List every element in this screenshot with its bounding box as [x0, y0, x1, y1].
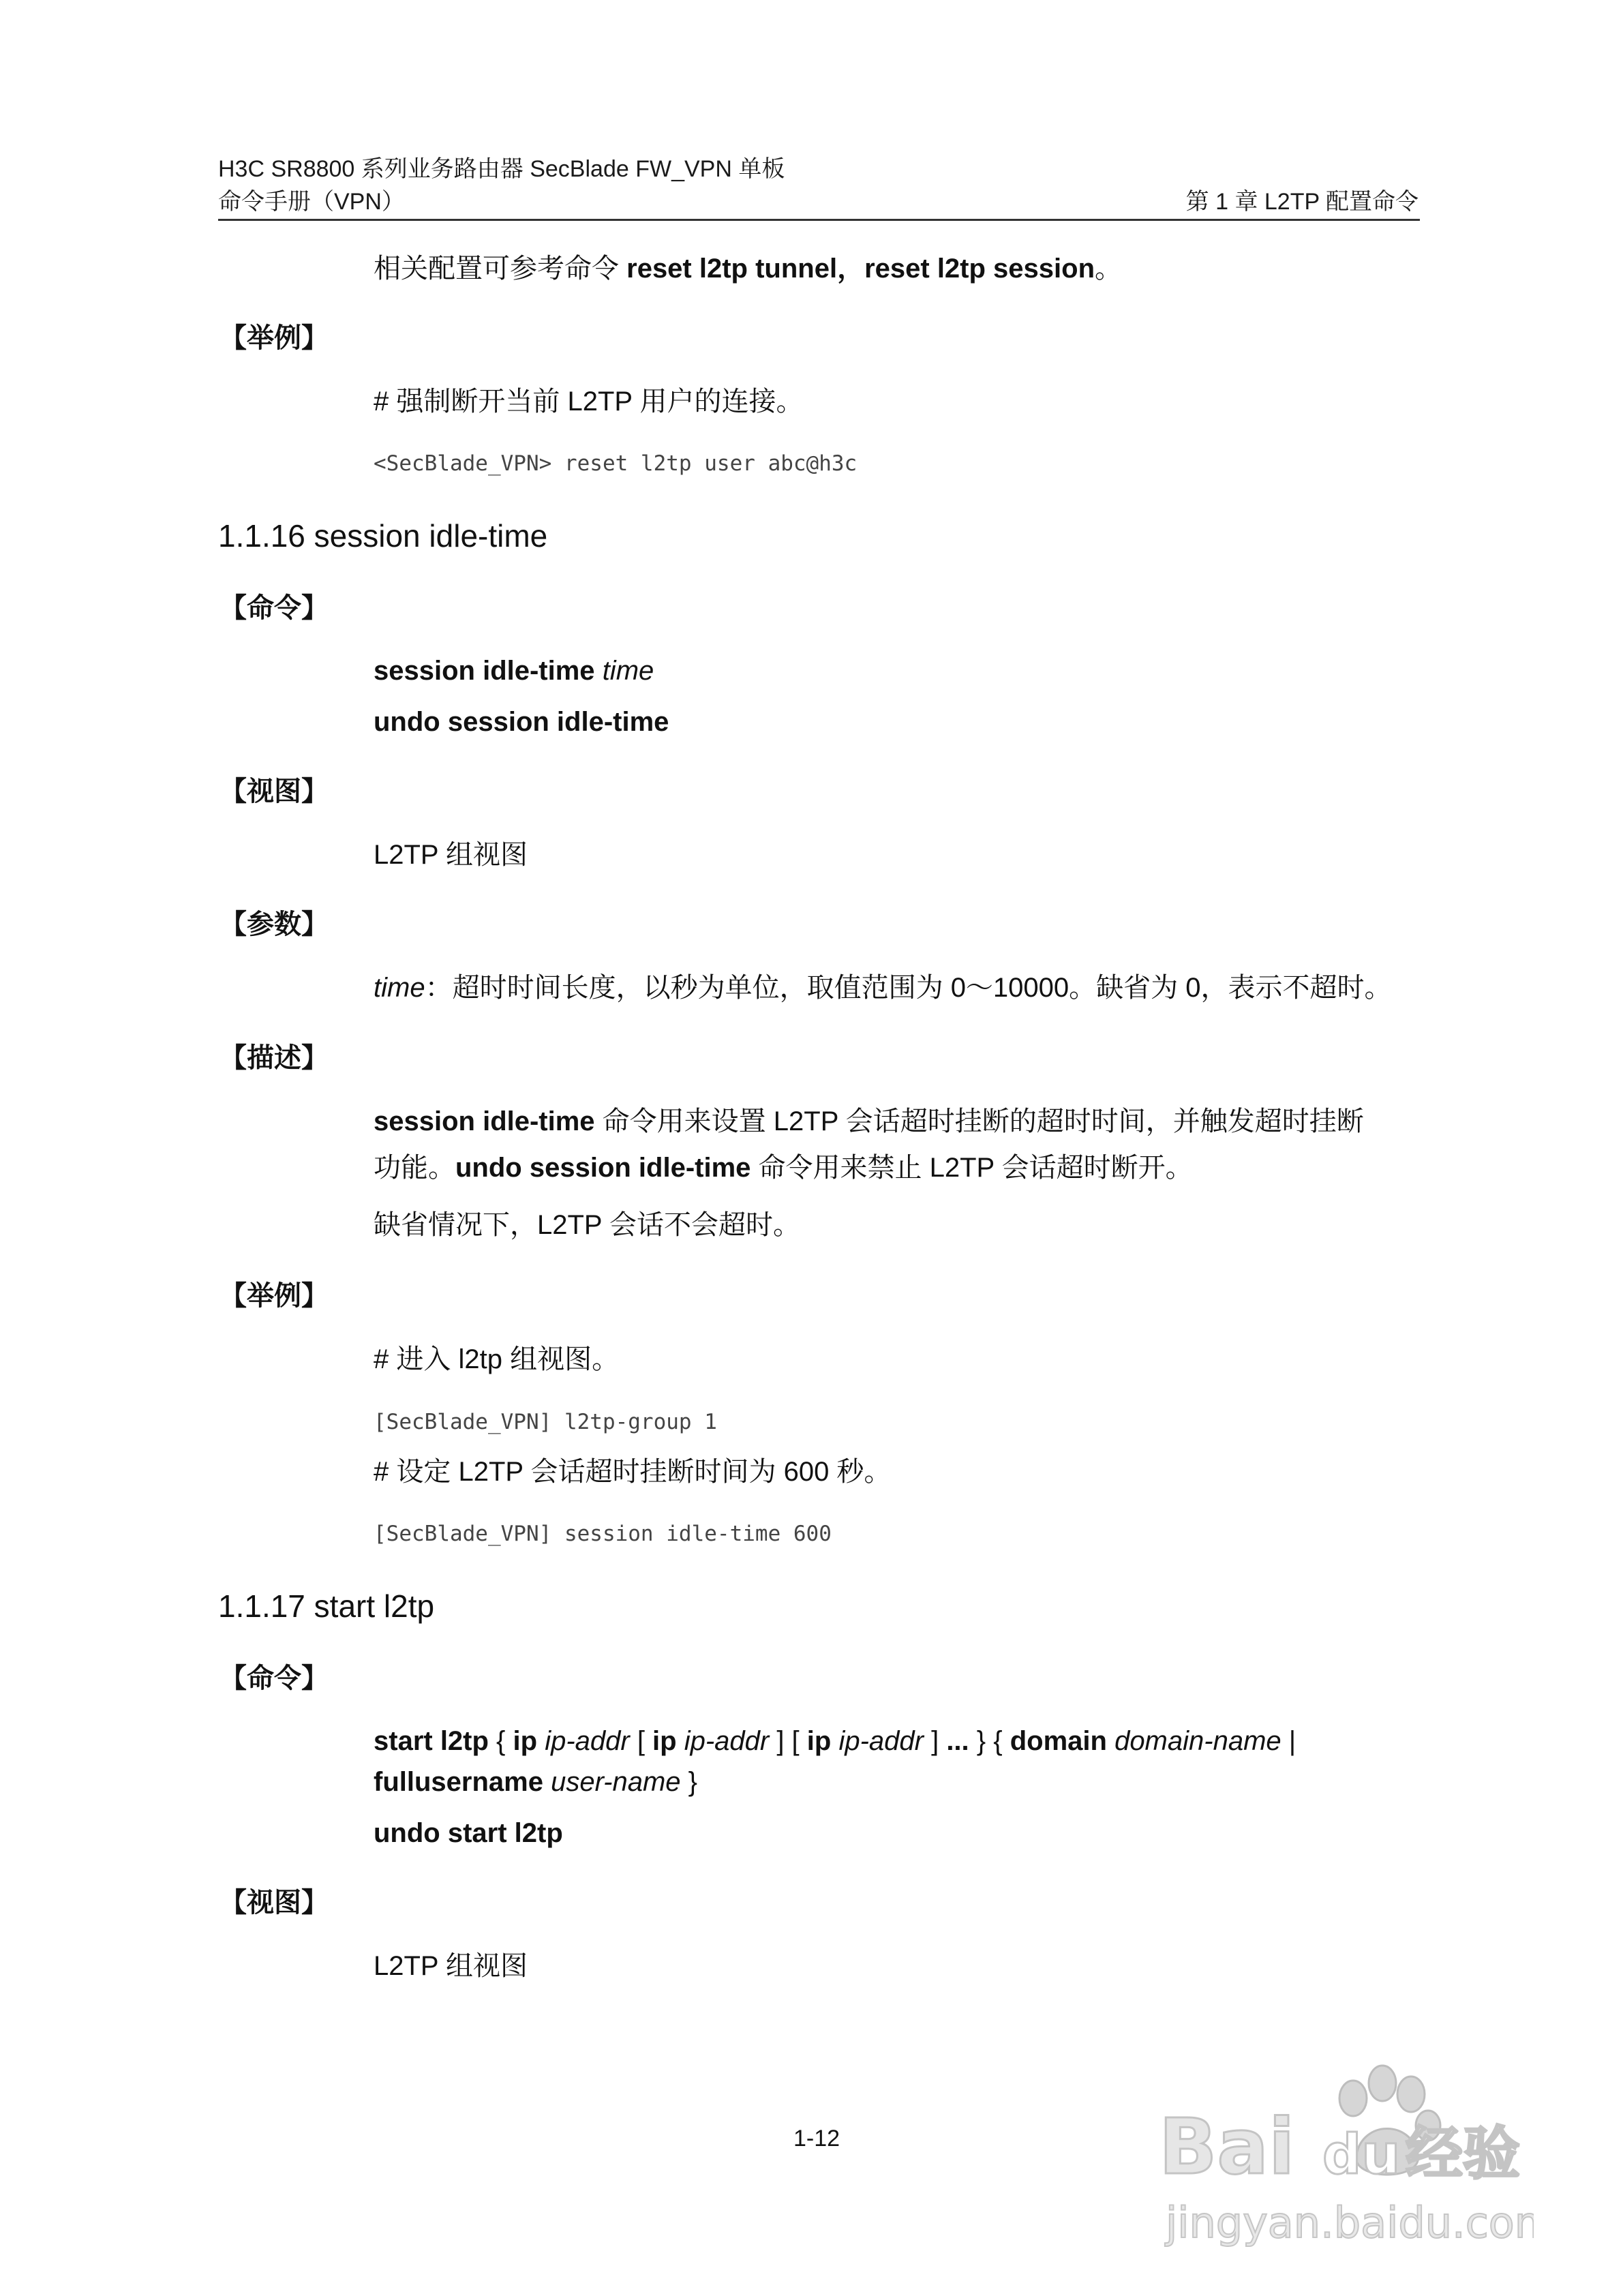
- syn-ellipsis: ...: [946, 1726, 969, 1756]
- syn-bracket-mid: ] [: [769, 1726, 807, 1756]
- svg-text:jingyan.baidu.com: jingyan.baidu.com: [1166, 2198, 1534, 2248]
- view-text-start: L2TP 组视图: [374, 1951, 528, 1981]
- view-label: 【视图】: [219, 776, 329, 806]
- view-text: L2TP 组视图: [374, 840, 528, 870]
- related-cmd-session: reset l2tp session: [864, 254, 1095, 284]
- description-label: 【描述】: [219, 1043, 329, 1073]
- page-number: 1-12: [793, 2126, 840, 2151]
- header-chapter: 第 1 章 L2TP 配置命令: [1185, 189, 1419, 215]
- example-code: <SecBlade_VPN> reset l2tp user abc@h3c: [374, 451, 858, 476]
- start-l2tp-syntax-line-1: [374, 1724, 1296, 1758]
- related-config: [374, 252, 1122, 286]
- syn-domain-name: domain-name: [1106, 1726, 1281, 1756]
- syn-ip-1: ip: [513, 1726, 538, 1756]
- syn-ip-2: ip: [652, 1726, 677, 1756]
- syn-ip-addr-2: ip-addr: [676, 1726, 770, 1756]
- syn-ip-3: ip: [806, 1726, 832, 1756]
- header-rule: [218, 219, 1420, 221]
- param-name: time: [374, 973, 425, 1003]
- description-default: 缺省情况下，L2TP 会话不会超时。: [374, 1210, 800, 1240]
- example-comment: # 强制断开当前 L2TP 用户的连接。: [374, 387, 804, 417]
- syn-bracket-open-1: [: [629, 1726, 653, 1756]
- command-label: 【命令】: [219, 593, 329, 623]
- param-desc-text: ：超时时间长度，以秒为单位，取值范围为 0～10000。缺省为 0，表示不超时。: [425, 973, 1392, 1003]
- undo-start-l2tp-keyword: undo start l2tp: [374, 1818, 563, 1848]
- command-label-start: 【命令】: [219, 1663, 329, 1693]
- svg-text:经验: 经验: [1406, 2120, 1521, 2187]
- command-argument: time: [602, 656, 654, 686]
- undo-start-l2tp-syntax: [374, 1816, 563, 1850]
- svg-text:Bai: Bai: [1159, 2103, 1295, 2192]
- header-title: H3C SR8800 系列业务路由器 SecBlade FW_VPN 单板: [218, 156, 785, 182]
- syn-ip-addr-3: ip-addr: [831, 1726, 924, 1756]
- svg-text:du: du: [1322, 2123, 1401, 2186]
- undo-command-syntax: [374, 705, 669, 739]
- related-cmd-tunnel: reset l2tp tunnel: [626, 254, 838, 284]
- related-suffix: 。: [1095, 254, 1123, 284]
- example-label-session: 【举例】: [219, 1281, 329, 1311]
- syn-brace-open: {: [488, 1726, 513, 1756]
- syn-start-l2tp: start l2tp: [374, 1726, 489, 1756]
- description-keyword-2: undo session idle-time: [455, 1153, 751, 1183]
- undo-command-keyword: undo session idle-time: [374, 707, 669, 737]
- description-keyword-1: session idle-time: [374, 1106, 595, 1136]
- description-prefix-2: 功能。: [374, 1153, 455, 1183]
- syn-brace-mid: } {: [969, 1726, 1010, 1756]
- example-code-l2tp-group: [SecBlade_VPN] l2tp-group 1: [374, 1410, 717, 1434]
- syn-domain: domain: [1010, 1726, 1107, 1756]
- description-line-2: [374, 1151, 1193, 1185]
- example-code-session-idle-time: [SecBlade_VPN] session idle-time 600: [374, 1522, 832, 1546]
- description-text-1: 命令用来设置 L2TP 会话超时挂断的超时时间，并触发超时挂断: [594, 1106, 1364, 1136]
- example-label: 【举例】: [219, 323, 329, 353]
- command-syntax: [374, 654, 654, 688]
- section-heading-start-l2tp: 1.1.17 start l2tp: [218, 1588, 435, 1624]
- syn-ip-addr-1: ip-addr: [537, 1726, 630, 1756]
- syn-pipe: |: [1281, 1726, 1296, 1756]
- param-description: [374, 971, 1392, 1005]
- syn-fullusername: fullusername: [374, 1767, 543, 1797]
- related-prefix: 相关配置可参考命令: [374, 254, 627, 284]
- syn-brace-close: }: [680, 1767, 698, 1797]
- description-line-1: [374, 1104, 1364, 1138]
- command-keyword: session idle-time: [374, 656, 595, 686]
- related-sep: ，: [837, 254, 865, 284]
- baidu-paw-logo-icon: [1152, 2052, 1534, 2256]
- view-label-start: 【视图】: [219, 1888, 329, 1918]
- description-text-2: 命令用来禁止 L2TP 会话超时断开。: [750, 1153, 1193, 1183]
- syn-user-name: user-name: [543, 1767, 681, 1797]
- example-comment-set-timeout: # 设定 L2TP 会话超时挂断时间为 600 秒。: [374, 1457, 892, 1487]
- param-label: 【参数】: [219, 909, 329, 939]
- baidu-watermark: [1152, 2052, 1534, 2256]
- start-l2tp-syntax-line-2: [374, 1765, 697, 1799]
- header-subtitle: 命令手册（VPN）: [218, 189, 405, 215]
- syn-bracket-close: ]: [923, 1726, 947, 1756]
- section-heading-session-idle-time: 1.1.16 session idle-time: [218, 518, 548, 554]
- example-comment-enter-group: # 进入 l2tp 组视图。: [374, 1344, 620, 1374]
